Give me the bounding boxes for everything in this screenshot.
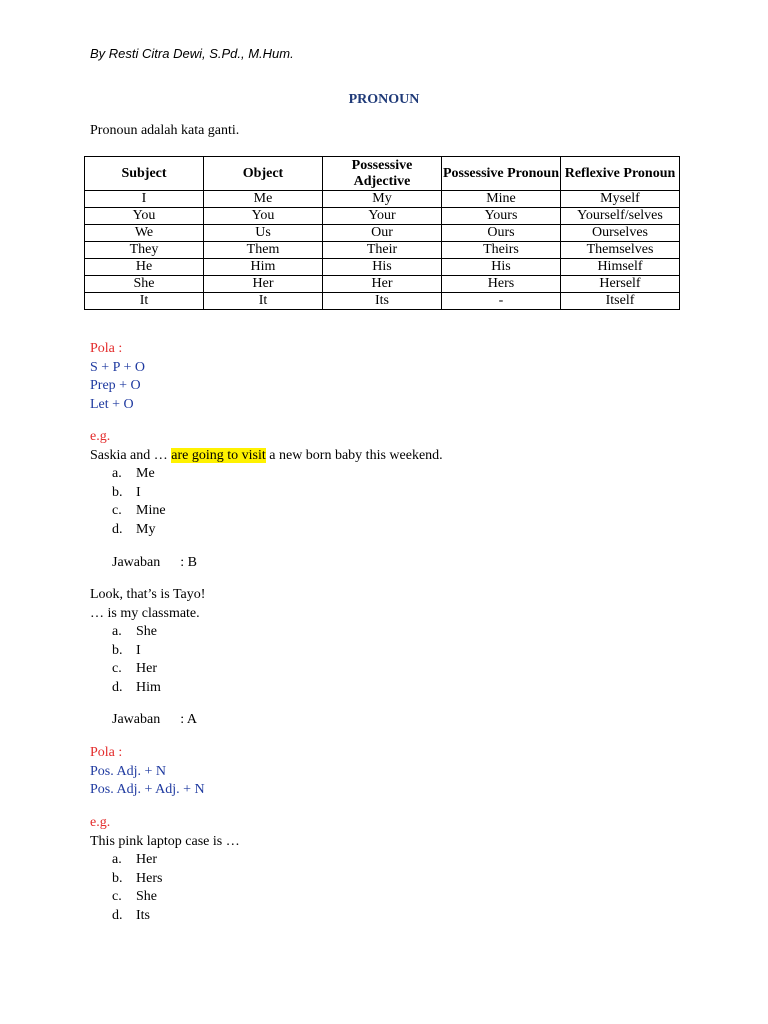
option-text: Its [136, 907, 150, 923]
table-header-cell: Reflexive Pronoun [561, 157, 680, 191]
answer-label: Jawaban [112, 712, 161, 727]
answer-line [112, 712, 197, 728]
table-cell: Me [204, 191, 323, 208]
example-sentence: … is my classmate. [90, 605, 200, 621]
option-letter: b. [112, 870, 123, 886]
pola-section-1 [90, 340, 145, 414]
pola-formula: Pos. Adj. + N [90, 763, 166, 779]
example-sentence: Look, that’s is Tayo! [90, 587, 206, 602]
option-letter: c. [112, 503, 122, 519]
table-cell: Himself [561, 259, 680, 276]
answer-value: : B [180, 555, 197, 570]
example-label: e.g. [90, 815, 111, 830]
table-cell: It [85, 293, 204, 310]
option-item [90, 888, 240, 907]
pola-formula: Prep + O [90, 378, 141, 394]
pola-formula: Let + O [90, 396, 134, 412]
table-cell: Herself [561, 276, 680, 293]
option-item [90, 521, 443, 540]
option-letter: c. [112, 889, 122, 905]
option-letter: b. [112, 642, 123, 658]
table-header-cell: Possessive Adjective [323, 157, 442, 191]
example-2 [90, 586, 205, 698]
table-header-cell: Subject [85, 157, 204, 191]
option-letter: d. [112, 907, 123, 923]
answer-line [112, 555, 197, 571]
option-letter: c. [112, 661, 122, 677]
example-1 [90, 428, 443, 540]
option-letter: d. [112, 521, 123, 537]
table-cell: His [442, 259, 561, 276]
table-cell: Yours [442, 208, 561, 225]
example-sentence [90, 447, 443, 466]
table-cell: You [85, 208, 204, 225]
option-text: She [136, 624, 157, 640]
option-text: I [136, 484, 141, 500]
option-text: My [136, 521, 156, 537]
table-cell: Hers [442, 276, 561, 293]
table-cell: He [85, 259, 204, 276]
table-cell: Our [323, 225, 442, 242]
option-letter: b. [112, 484, 123, 500]
table-row [85, 208, 680, 225]
table-cell: - [442, 293, 561, 310]
table-cell: Itself [561, 293, 680, 310]
answer-label: Jawaban [112, 555, 161, 570]
answer-value: : A [180, 712, 197, 727]
pola-formula: Pos. Adj. + Adj. + N [90, 782, 205, 798]
option-text: She [136, 889, 157, 905]
pola-section-2 [90, 744, 205, 800]
table-header-row [85, 157, 680, 191]
table-cell: I [85, 191, 204, 208]
option-text: Hers [136, 870, 163, 886]
option-letter: d. [112, 679, 123, 695]
table-cell: You [204, 208, 323, 225]
table-cell: Its [323, 293, 442, 310]
option-item [90, 642, 205, 661]
table-cell: Ours [442, 225, 561, 242]
option-text: Mine [136, 503, 166, 519]
option-text: Her [136, 661, 157, 677]
example-sentence: This pink laptop case is … [90, 833, 240, 849]
pola-label: Pola : [90, 341, 123, 356]
table-cell: Your [323, 208, 442, 225]
table-cell: It [204, 293, 323, 310]
author-line: By Resti Citra Dewi, S.Pd., M.Hum. [90, 46, 294, 61]
option-item [90, 851, 240, 870]
table-cell: His [323, 259, 442, 276]
table-cell: Mine [442, 191, 561, 208]
option-item [90, 484, 443, 503]
table-cell: They [85, 242, 204, 259]
table-cell: Him [204, 259, 323, 276]
table-header-cell: Object [204, 157, 323, 191]
table-cell: Her [204, 276, 323, 293]
pola-formula: S + P + O [90, 359, 145, 375]
pronoun-table [84, 156, 680, 310]
table-row [85, 293, 680, 310]
example-3 [90, 814, 240, 926]
option-text: I [136, 642, 141, 658]
option-item [90, 502, 443, 521]
option-text: Her [136, 852, 157, 868]
sentence-part: Saskia and … [90, 447, 172, 463]
table-header-cell: Possessive Pronoun [442, 157, 561, 191]
option-item [90, 870, 240, 889]
intro-text: Pronoun adalah kata ganti. [90, 123, 240, 138]
table-row [85, 225, 680, 242]
option-item [90, 623, 205, 642]
pola-label: Pola : [90, 745, 123, 760]
option-item [90, 660, 205, 679]
table-cell: She [85, 276, 204, 293]
table-cell: Them [204, 242, 323, 259]
highlighted-phrase: are going to visit [171, 447, 266, 463]
option-text: Him [136, 679, 161, 695]
option-letter: a. [112, 852, 122, 868]
table-cell: Themselves [561, 242, 680, 259]
page-title: PRONOUN [348, 92, 420, 107]
example-label: e.g. [90, 429, 111, 444]
option-text: Me [136, 466, 155, 482]
option-letter: a. [112, 624, 122, 640]
sentence-part: a new born baby this weekend. [265, 447, 443, 463]
table-cell: Yourself/selves [561, 208, 680, 225]
table-cell: Theirs [442, 242, 561, 259]
table-row [85, 276, 680, 293]
table-cell: We [85, 225, 204, 242]
table-cell: Their [323, 242, 442, 259]
table-row [85, 259, 680, 276]
table-cell: Her [323, 276, 442, 293]
option-item [90, 465, 443, 484]
table-cell: Us [204, 225, 323, 242]
option-item [90, 907, 240, 926]
option-letter: a. [112, 466, 122, 482]
table-cell: Myself [561, 191, 680, 208]
table-row [85, 191, 680, 208]
table-cell: Ourselves [561, 225, 680, 242]
table-row [85, 242, 680, 259]
table-cell: My [323, 191, 442, 208]
option-item [90, 679, 205, 698]
